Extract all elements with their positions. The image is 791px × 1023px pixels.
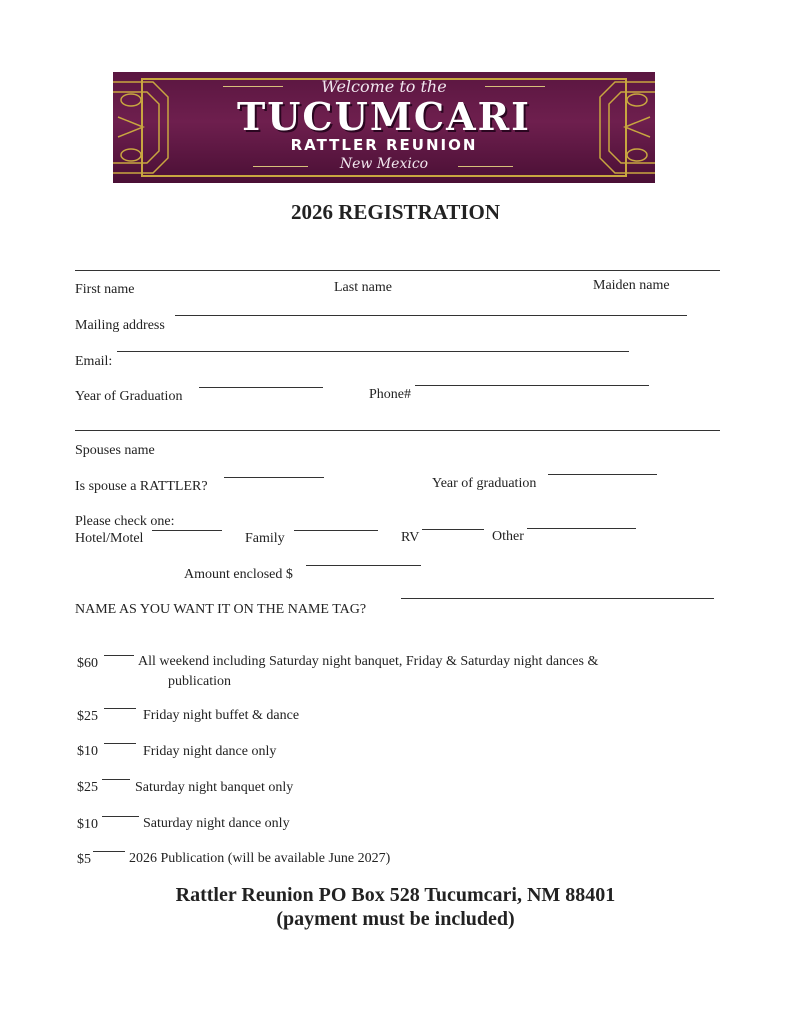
phone-field[interactable] bbox=[415, 385, 649, 386]
option-description: Saturday night dance only bbox=[143, 816, 290, 831]
mailing-address-field[interactable] bbox=[175, 315, 687, 316]
rv-check[interactable] bbox=[422, 529, 484, 530]
banner-subtitle: RATTLER REUNION bbox=[290, 136, 478, 154]
option-check-friday-buffet[interactable] bbox=[104, 708, 136, 709]
mailing-address-footer: Rattler Reunion PO Box 528 Tucumcari, NM 88401 bbox=[175, 884, 616, 906]
payment-note: (payment must be included) bbox=[276, 908, 515, 930]
option-price: $60 bbox=[77, 656, 98, 671]
name-tag-field[interactable] bbox=[401, 598, 714, 599]
is-spouse-rattler-label: Is spouse a RATTLER? bbox=[75, 479, 208, 494]
email-label: Email: bbox=[75, 354, 113, 369]
option-check-publication[interactable] bbox=[93, 851, 125, 852]
maiden-name-label: Maiden name bbox=[593, 278, 670, 293]
spouses-name-field[interactable] bbox=[75, 430, 720, 431]
banner-welcome: Welcome to the bbox=[321, 77, 447, 96]
year-of-graduation-label: Year of Graduation bbox=[75, 389, 183, 404]
option-price: $25 bbox=[77, 709, 98, 724]
option-price: $10 bbox=[77, 817, 98, 832]
spouses-name-label: Spouses name bbox=[75, 443, 155, 458]
reunion-banner bbox=[113, 72, 655, 183]
option-description: Saturday night banquet only bbox=[135, 780, 294, 795]
spouse-year-of-graduation-label: Year of graduation bbox=[432, 476, 537, 491]
option-description: Friday night buffet & dance bbox=[143, 708, 300, 723]
option-price: $25 bbox=[77, 780, 98, 795]
option-check-saturday-banquet[interactable] bbox=[102, 779, 130, 780]
banner-state: New Mexico bbox=[339, 156, 429, 172]
hotel-motel-check[interactable] bbox=[152, 530, 222, 531]
banner-title: TUCUMCARI bbox=[237, 94, 531, 139]
option-description: All weekend including Saturday night banquet, Friday & Saturday night dances & bbox=[138, 654, 599, 669]
spouse-year-of-graduation-field[interactable] bbox=[548, 474, 657, 475]
amount-enclosed-field[interactable] bbox=[306, 565, 421, 566]
is-spouse-rattler-field[interactable] bbox=[224, 477, 324, 478]
family-label: Family bbox=[245, 531, 285, 546]
last-name-label: Last name bbox=[334, 280, 392, 295]
phone-label: Phone# bbox=[369, 387, 411, 402]
form-title: 2026 REGISTRATION bbox=[290, 200, 501, 224]
please-check-one-label: Please check one: bbox=[75, 514, 175, 529]
first-name-label: First name bbox=[75, 282, 135, 297]
option-description-continued: publication bbox=[168, 674, 231, 689]
hotel-motel-label: Hotel/Motel bbox=[75, 531, 144, 546]
option-description: Friday night dance only bbox=[143, 744, 277, 759]
other-label: Other bbox=[492, 529, 524, 544]
name-tag-label: NAME AS YOU WANT IT ON THE NAME TAG? bbox=[75, 602, 367, 617]
option-check-all-weekend[interactable] bbox=[104, 655, 134, 656]
option-description: 2026 Publication (will be available June 2027) bbox=[129, 851, 391, 866]
other-check[interactable] bbox=[527, 528, 636, 529]
mailing-address-label: Mailing address bbox=[75, 318, 165, 333]
option-price: $5 bbox=[77, 852, 91, 867]
name-input-line[interactable] bbox=[75, 270, 720, 271]
year-of-graduation-field[interactable] bbox=[199, 387, 323, 388]
rv-label: RV bbox=[401, 530, 420, 545]
option-check-friday-dance[interactable] bbox=[104, 743, 136, 744]
email-field[interactable] bbox=[117, 351, 629, 352]
option-price: $10 bbox=[77, 744, 98, 759]
amount-enclosed-label: Amount enclosed $ bbox=[184, 567, 293, 582]
family-check[interactable] bbox=[294, 530, 378, 531]
option-check-saturday-dance[interactable] bbox=[102, 816, 139, 817]
